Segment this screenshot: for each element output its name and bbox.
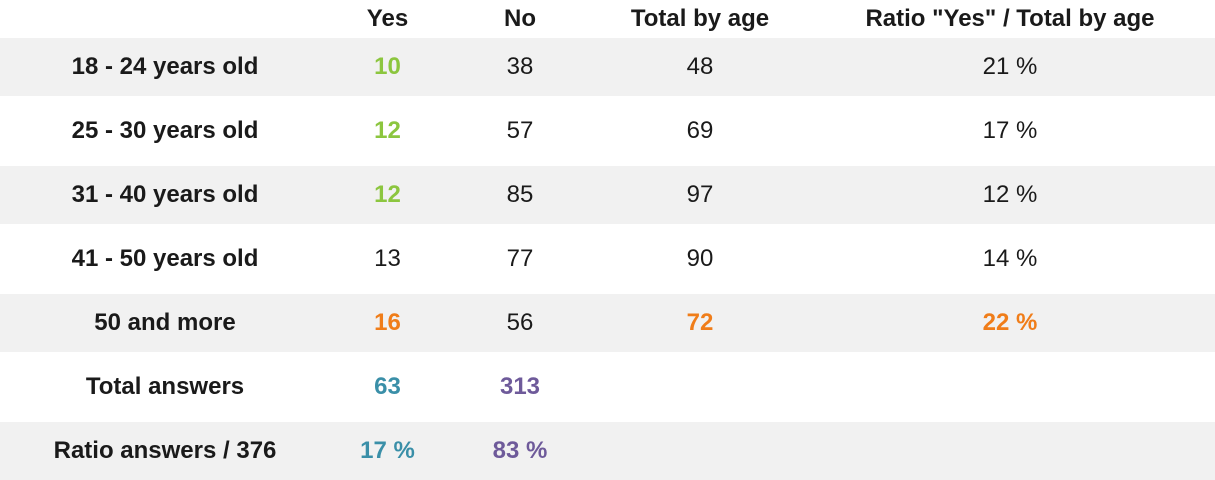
cell-ratio [805, 422, 1215, 480]
cell-no: 77 [506, 245, 534, 272]
cell-yes: 12 [374, 181, 401, 208]
table-row [0, 38, 1215, 96]
cell-yes: 13 [374, 245, 401, 272]
header-corner [0, 0, 330, 38]
cell-no: 313 [499, 373, 541, 400]
cell-ratio: 21 % [982, 53, 1038, 80]
row-label: 50 and more [94, 309, 236, 336]
header-yes: Yes [366, 5, 409, 32]
header-row [0, 0, 1215, 38]
cell-ratio: 17 % [982, 117, 1038, 144]
cell-yes: 10 [374, 53, 401, 80]
cell-no: 56 [506, 309, 534, 336]
row-label: 41 - 50 years old [71, 245, 259, 272]
header-total-by-age: Total by age [630, 5, 770, 32]
table-row [0, 294, 1215, 352]
cell-total-by-age: 90 [686, 245, 714, 272]
row-label: 18 - 24 years old [71, 53, 259, 80]
row-label: Total answers [85, 373, 245, 400]
cell-total-by-age [595, 422, 805, 480]
cell-yes: 63 [374, 373, 401, 400]
cell-ratio: 14 % [982, 245, 1038, 272]
row-label: 31 - 40 years old [71, 181, 259, 208]
cell-ratio: 12 % [982, 181, 1038, 208]
row-label: 25 - 30 years old [71, 117, 259, 144]
cell-total-by-age: 69 [686, 117, 714, 144]
cell-ratio: 22 % [982, 309, 1038, 336]
cell-total-by-age [595, 358, 805, 416]
table-row [0, 358, 1215, 416]
cell-yes: 12 [374, 117, 401, 144]
cell-no: 83 % [492, 437, 548, 464]
table-row [0, 102, 1215, 160]
cell-ratio [805, 358, 1215, 416]
table-row [0, 422, 1215, 480]
row-label: Ratio answers / 376 [53, 437, 277, 464]
header-no: No [504, 5, 536, 32]
cell-total-by-age: 97 [686, 181, 714, 208]
cell-no: 57 [506, 117, 534, 144]
table-row [0, 166, 1215, 224]
header-ratio-yes-total: Ratio "Yes" / Total by age [865, 5, 1155, 32]
cell-no: 38 [506, 53, 534, 80]
table-row [0, 230, 1215, 288]
cell-total-by-age: 72 [686, 309, 714, 336]
cell-yes: 16 [374, 309, 401, 336]
cell-total-by-age: 48 [686, 53, 714, 80]
cell-no: 85 [506, 181, 534, 208]
cell-yes: 17 % [360, 437, 415, 464]
